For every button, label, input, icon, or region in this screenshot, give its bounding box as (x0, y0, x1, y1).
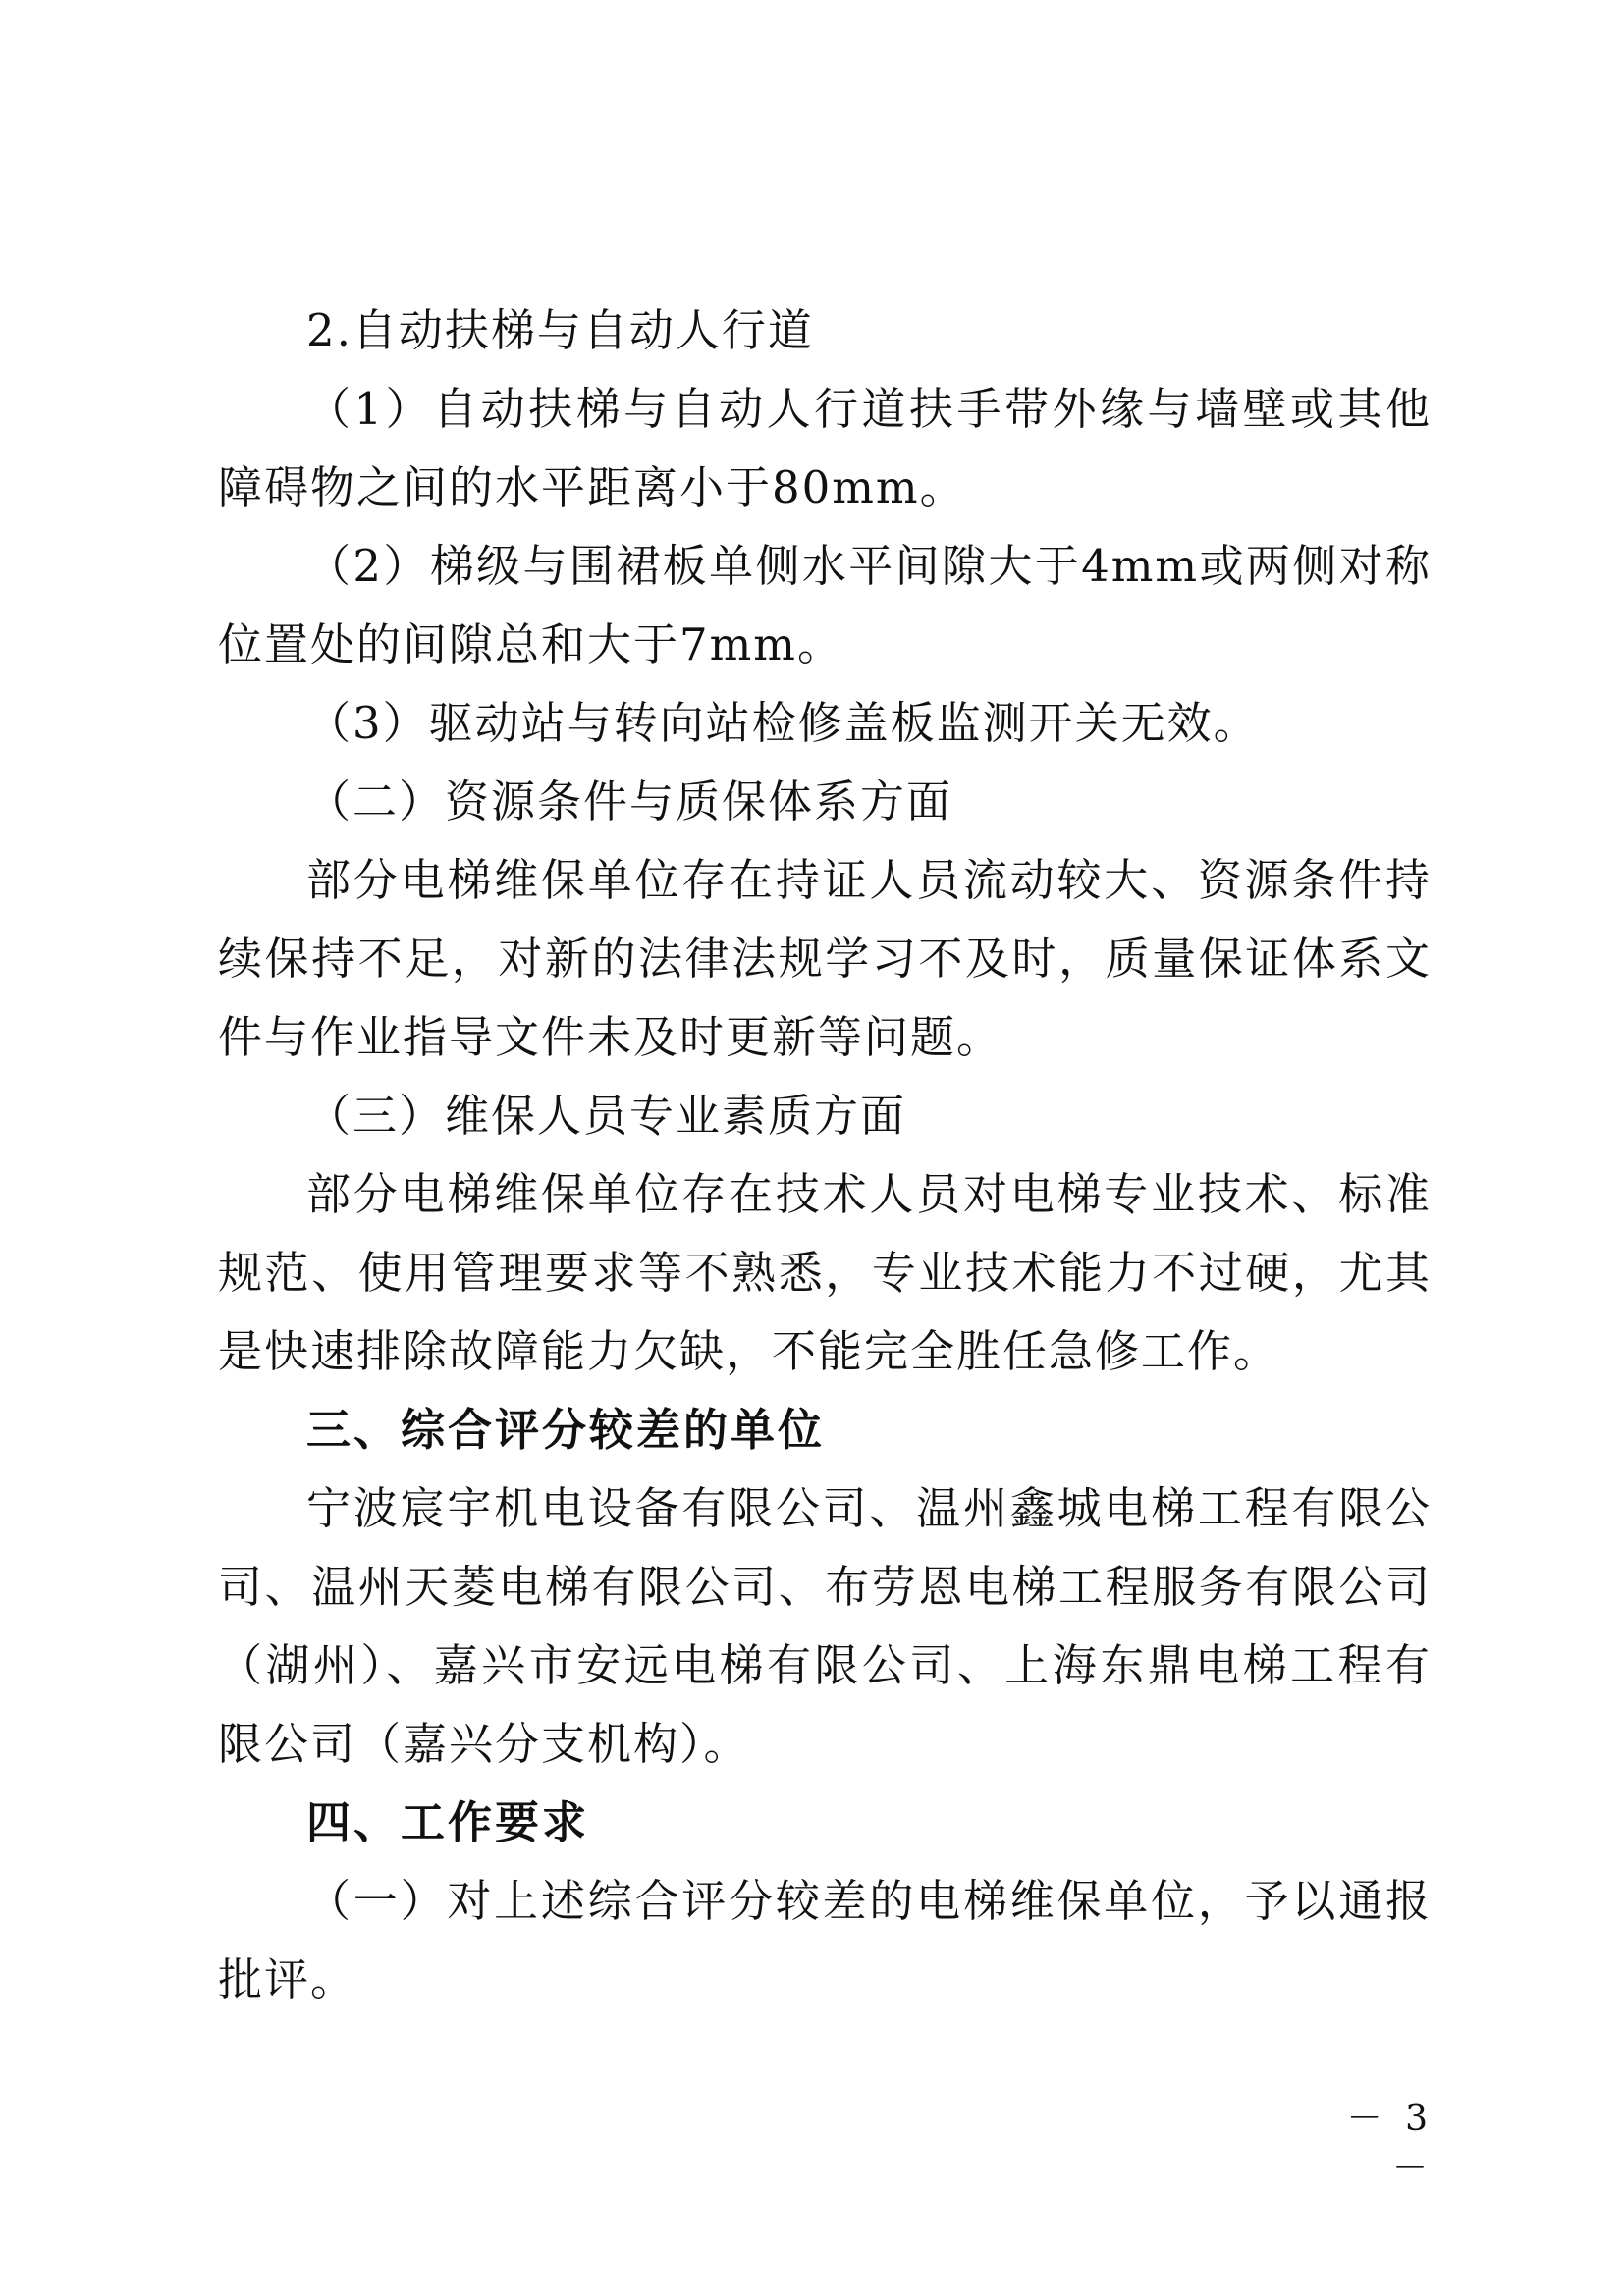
paragraph-resources: 部分电梯维保单位存在持证人员流动较大、资源条件持续保持不足，对新的法律法规学习不及时，质量保证体系文件与作业指导文件未及时更新等问题。 (218, 854, 1432, 1063)
page-number: － 3 － (1346, 2099, 1434, 2189)
paragraph-staff-quality: 部分电梯维保单位存在技术人员对电梯专业技术、标准规范、使用管理要求等不熟悉，专业技术能力不过硬，尤其是快速排除故障能力欠缺，不能完全胜任急修工作。 (218, 1168, 1432, 1377)
paragraph-requirement-1: （一）对上述综合评分较差的电梯维保单位，予以通报批评。 (218, 1875, 1432, 2005)
paragraph-item-2: （2）梯级与围裙板单侧水平间隙大于4mm或两侧对称位置处的间隙总和大于7mm。 (218, 540, 1432, 670)
document-body (218, 292, 1432, 2019)
paragraph-item-3: （3）驱动站与转向站检修盖板监测开关无效。 (306, 697, 1260, 749)
subheading-resources: （二）资源条件与质保体系方面 (306, 775, 953, 828)
section-heading-work-requirements: 四、工作要求 (306, 1796, 590, 1848)
paragraph-escalator-heading: 2.自动扶梯与自动人行道 (306, 304, 814, 356)
section-heading-poor-units: 三、综合评分较差的单位 (306, 1404, 826, 1456)
paragraph-item-1: （1）自动扶梯与自动人行道扶手带外缘与墙壁或其他障碍物之间的水平距离小于80mm。 (218, 383, 1432, 513)
paragraph-poor-units-list: 宁波宸宇机电设备有限公司、温州鑫城电梯工程有限公司、温州天菱电梯有限公司、布劳恩电梯工程服务有限公司（湖州）、嘉兴市安远电梯有限公司、上海东鼎电梯工程有限公司（嘉兴分支机构）。 (218, 1482, 1432, 1770)
subheading-staff-quality: （三）维保人员专业素质方面 (306, 1090, 907, 1142)
